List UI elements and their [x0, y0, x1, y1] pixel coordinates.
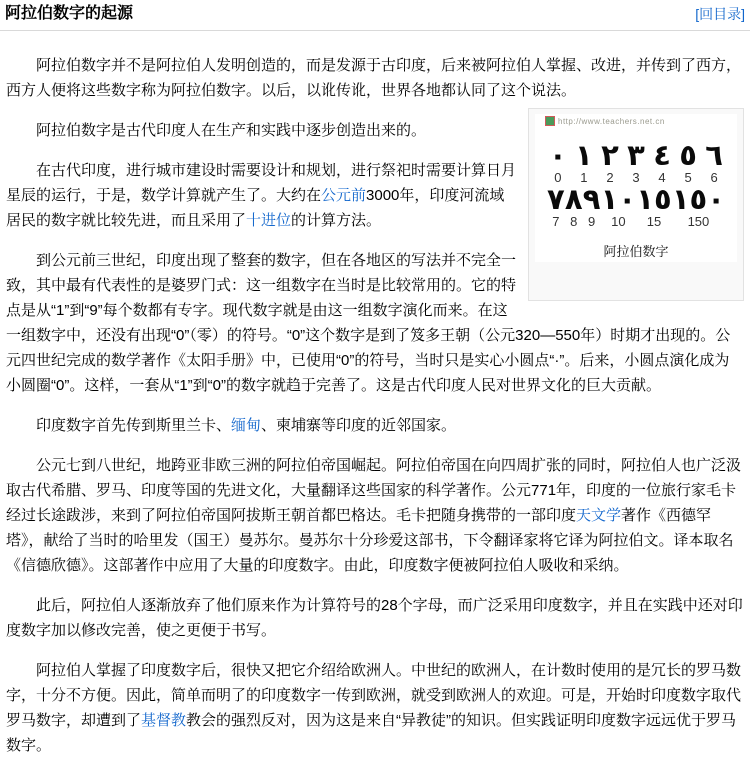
- numeral-label: 15: [646, 214, 662, 229]
- numeral-column: [705, 138, 723, 185]
- numeral-column: [549, 138, 567, 185]
- back-to-toc-link[interactable]: [回目录]: [695, 6, 745, 22]
- numeral-label: 4: [658, 170, 666, 185]
- article-content: [0, 31, 750, 758]
- numeral-column: [627, 138, 645, 185]
- numeral-label: 10: [611, 214, 626, 229]
- numeral-column: [600, 182, 637, 229]
- numeral-column: [653, 138, 671, 185]
- paragraph-5: 印度数字首先传到斯里兰卡、缅甸、柬埔寨等印度的近邻国家。: [36, 417, 457, 434]
- arabic-numeral-glyph: ٨: [564, 182, 583, 216]
- paragraph-7: 此后，阿拉伯人逐渐放弃了他们原来作为计算符号的28个字母，而广泛采用印度数字，并且在实践中还对印度数字加以修改完善，使之更便于书写。: [6, 597, 743, 639]
- numerals-row-2: [535, 182, 737, 229]
- figure-caption: 阿拉伯数字: [603, 244, 669, 259]
- numeral-column: [575, 138, 593, 185]
- arabic-numeral-glyph: ١: [575, 138, 593, 172]
- numeral-label: 5: [684, 170, 692, 185]
- arabic-numeral-glyph: ١٥: [636, 182, 672, 216]
- paragraph-6: 公元七到八世纪，地跨亚非欧三洲的阿拉伯帝国崛起。阿拉伯帝国在向四周扩张的同时，阿拉伯人也广泛汲取古代希腊、罗马、印度等国的先进文化，大量翻译这些国家的科学著作。公元771年，印度的一位旅行家毛卡经过长途跋涉，来到了阿拉伯帝国阿拔斯王朝首都巴格达。毛卡把随身携带的一部印度天文学著作《西德罕塔》，献给了当时的哈里发（国王）曼苏尔。曼苏尔十分珍爱这部书，下令翻译家将它译为阿拉伯文。译本取名《信德欣德》。这部著作中应用了大量的印度数字。由此，印度数字便被阿拉伯人吸收和采纳。: [6, 457, 742, 574]
- numeral-column: [679, 138, 697, 185]
- numeral-column: [636, 182, 672, 229]
- page-title: 阿拉伯数字的起源: [5, 5, 134, 22]
- inline-link[interactable]: 公元前: [321, 187, 367, 204]
- paragraph-4: 到公元前三世纪，印度出现了整套的数字，但在各地区的写法并不完全一致，其中最有代表性的是婆罗门式：这一组数字在当时是比较常用的。它的特点是从“1”到“9”每个数都有专字。现代数字就是由这一组数字演化而来。在这一组数字中，还没有出现“0”（零）的符号。“0”这个数字是到了笈多王朝（公元320—550年）时期才出现的。公元四世纪完成的数学著作《太阳手册》中，已使用“0”的符号，当时只是实心小圆点“·”。后来，小圆点演化成为小圆圈“0”。这样，一套从“1”到“0”的数字就趋于完善了。这是古代印度人民对世界文化的巨大贡献。: [6, 252, 731, 394]
- arabic-numeral-glyph: ٩: [582, 182, 601, 216]
- watermark-logo-icon: [545, 116, 555, 126]
- numeral-label: 150: [687, 214, 710, 229]
- paragraph-2: 阿拉伯数字是古代印度人在生产和实践中逐步创造出来的。: [36, 122, 427, 139]
- paragraph-3: 在古代印度，进行城市建设时需要设计和规划，进行祭祀时需要计算日月星辰的运行，于是，数学计算就产生了。大约在公元前3000年，印度河流域居民的数字就比较先进，而且采用了十进位的计算方法。: [6, 162, 517, 229]
- figure-thumbnail[interactable]: [528, 108, 744, 301]
- numeral-label: 3: [632, 170, 640, 185]
- arabic-numeral-glyph: ١٠: [600, 182, 637, 216]
- intro-paragraph-container: [6, 53, 744, 103]
- inline-link[interactable]: 基督教: [141, 712, 187, 729]
- paragraph-8: 阿拉伯人掌握了印度数字后，很快又把它介绍给欧洲人。中世纪的欧洲人，在计数时使用的是冗长的罗马数字，十分不方便。因此，简单而明了的印度数字一传到欧洲，就受到欧洲人的欢迎。可是，开始时印度数字取代罗马数字，却遭到了基督教教会的强烈反对，因为这是来自“异教徒”的知识。但实践证明印度数字远远优于罗马数字。: [6, 662, 742, 754]
- arabic-numeral-glyph: ٠: [549, 138, 567, 172]
- inline-link[interactable]: 十进位: [246, 212, 292, 229]
- article-header: [0, 0, 750, 31]
- numerals-row-1: [535, 138, 737, 185]
- numeral-label: 8: [570, 214, 578, 229]
- numerals-image: [535, 114, 737, 262]
- figure-empty-caption-area: [529, 262, 743, 296]
- arabic-numeral-glyph: ١٥٠: [671, 182, 725, 216]
- watermark: [535, 116, 737, 126]
- arabic-numeral-glyph: ٧: [547, 182, 565, 216]
- inline-link[interactable]: 缅甸: [231, 417, 262, 434]
- numeral-label: 7: [552, 214, 560, 229]
- watermark-url: http://www.teachers.net.cn: [558, 116, 665, 126]
- numeral-label: 2: [606, 170, 614, 185]
- arabic-numeral-glyph: ٣: [627, 138, 645, 172]
- numeral-label: 9: [588, 214, 596, 229]
- numeral-label: 1: [580, 170, 588, 185]
- arabic-numeral-glyph: ٦: [705, 138, 723, 172]
- numeral-label: 6: [710, 170, 718, 185]
- numeral-column: [547, 182, 565, 229]
- arabic-numeral-glyph: ٥: [679, 138, 697, 172]
- paragraph-1: 阿拉伯数字并不是阿拉伯人发明创造的，而是发源于古印度，后来被阿拉伯人掌握、改进，并传到了西方，西方人便将这些数字称为阿拉伯数字。以后，以讹传讹，世界各地都认同了这个说法。: [6, 57, 742, 99]
- arabic-numeral-glyph: ٢: [601, 138, 619, 172]
- numeral-column: [564, 182, 583, 229]
- numeral-column: [671, 182, 725, 229]
- numeral-column: [601, 138, 619, 185]
- numerals-grid: [535, 138, 737, 229]
- inline-link[interactable]: 天文学: [576, 507, 622, 524]
- arabic-numeral-glyph: ٤: [653, 138, 671, 172]
- numeral-column: [582, 182, 601, 229]
- numeral-label: 0: [554, 170, 562, 185]
